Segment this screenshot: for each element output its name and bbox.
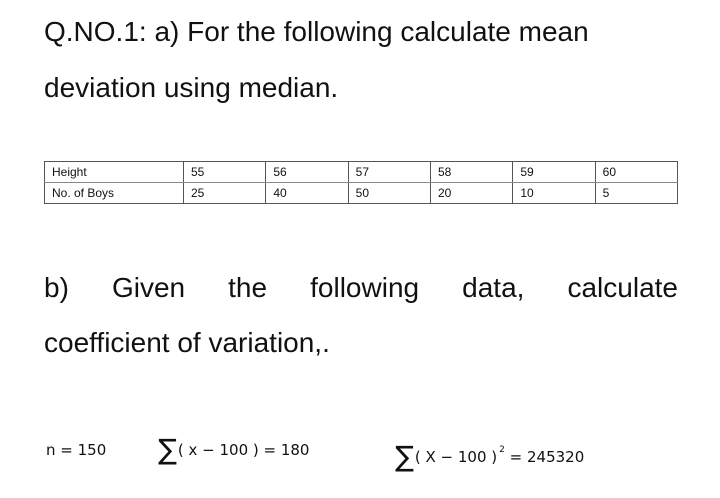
formula-n: n = 150 bbox=[46, 441, 107, 459]
table-row-height bbox=[45, 162, 678, 183]
table-cell: 5 bbox=[595, 183, 677, 204]
table-cell: 25 bbox=[184, 183, 266, 204]
formula-sum-deviation-expr: ( x − 100 ) = 180 bbox=[177, 441, 310, 459]
question-part-a-line1: Q.NO.1: a) For the following calculate mean bbox=[44, 16, 589, 47]
table-cell: 56 bbox=[266, 162, 348, 183]
table-cell: 20 bbox=[430, 183, 512, 204]
formula-sum-squared-expr: ( X − 100 ) bbox=[414, 448, 498, 466]
question-part-b-line2: coefficient of variation,. bbox=[44, 327, 330, 358]
sigma-symbol: ∑ bbox=[395, 440, 414, 473]
table-cell: 40 bbox=[266, 183, 348, 204]
table-cell: 59 bbox=[513, 162, 595, 183]
question-part-a-line2: deviation using median. bbox=[44, 72, 339, 103]
formula-exponent: 2 bbox=[499, 445, 505, 455]
table-cell: 55 bbox=[184, 162, 266, 183]
table-cell: 50 bbox=[348, 183, 430, 204]
table-cell: 58 bbox=[430, 162, 512, 183]
sigma-symbol: ∑ bbox=[158, 433, 177, 466]
table-row-label: Height bbox=[45, 162, 184, 183]
formula-sum-squared-result: = 245320 bbox=[504, 448, 585, 466]
table-cell: 10 bbox=[513, 183, 595, 204]
table-row-boys bbox=[45, 183, 678, 204]
table-cell: 60 bbox=[595, 162, 677, 183]
formula-sum-deviation bbox=[158, 433, 310, 466]
formula-sum-squared-deviation bbox=[395, 436, 584, 471]
data-table bbox=[44, 161, 678, 204]
table-row-label: No. of Boys bbox=[45, 183, 184, 204]
question-part-b-line1: b) Given the following data, calculate bbox=[44, 272, 678, 303]
table-cell: 57 bbox=[348, 162, 430, 183]
